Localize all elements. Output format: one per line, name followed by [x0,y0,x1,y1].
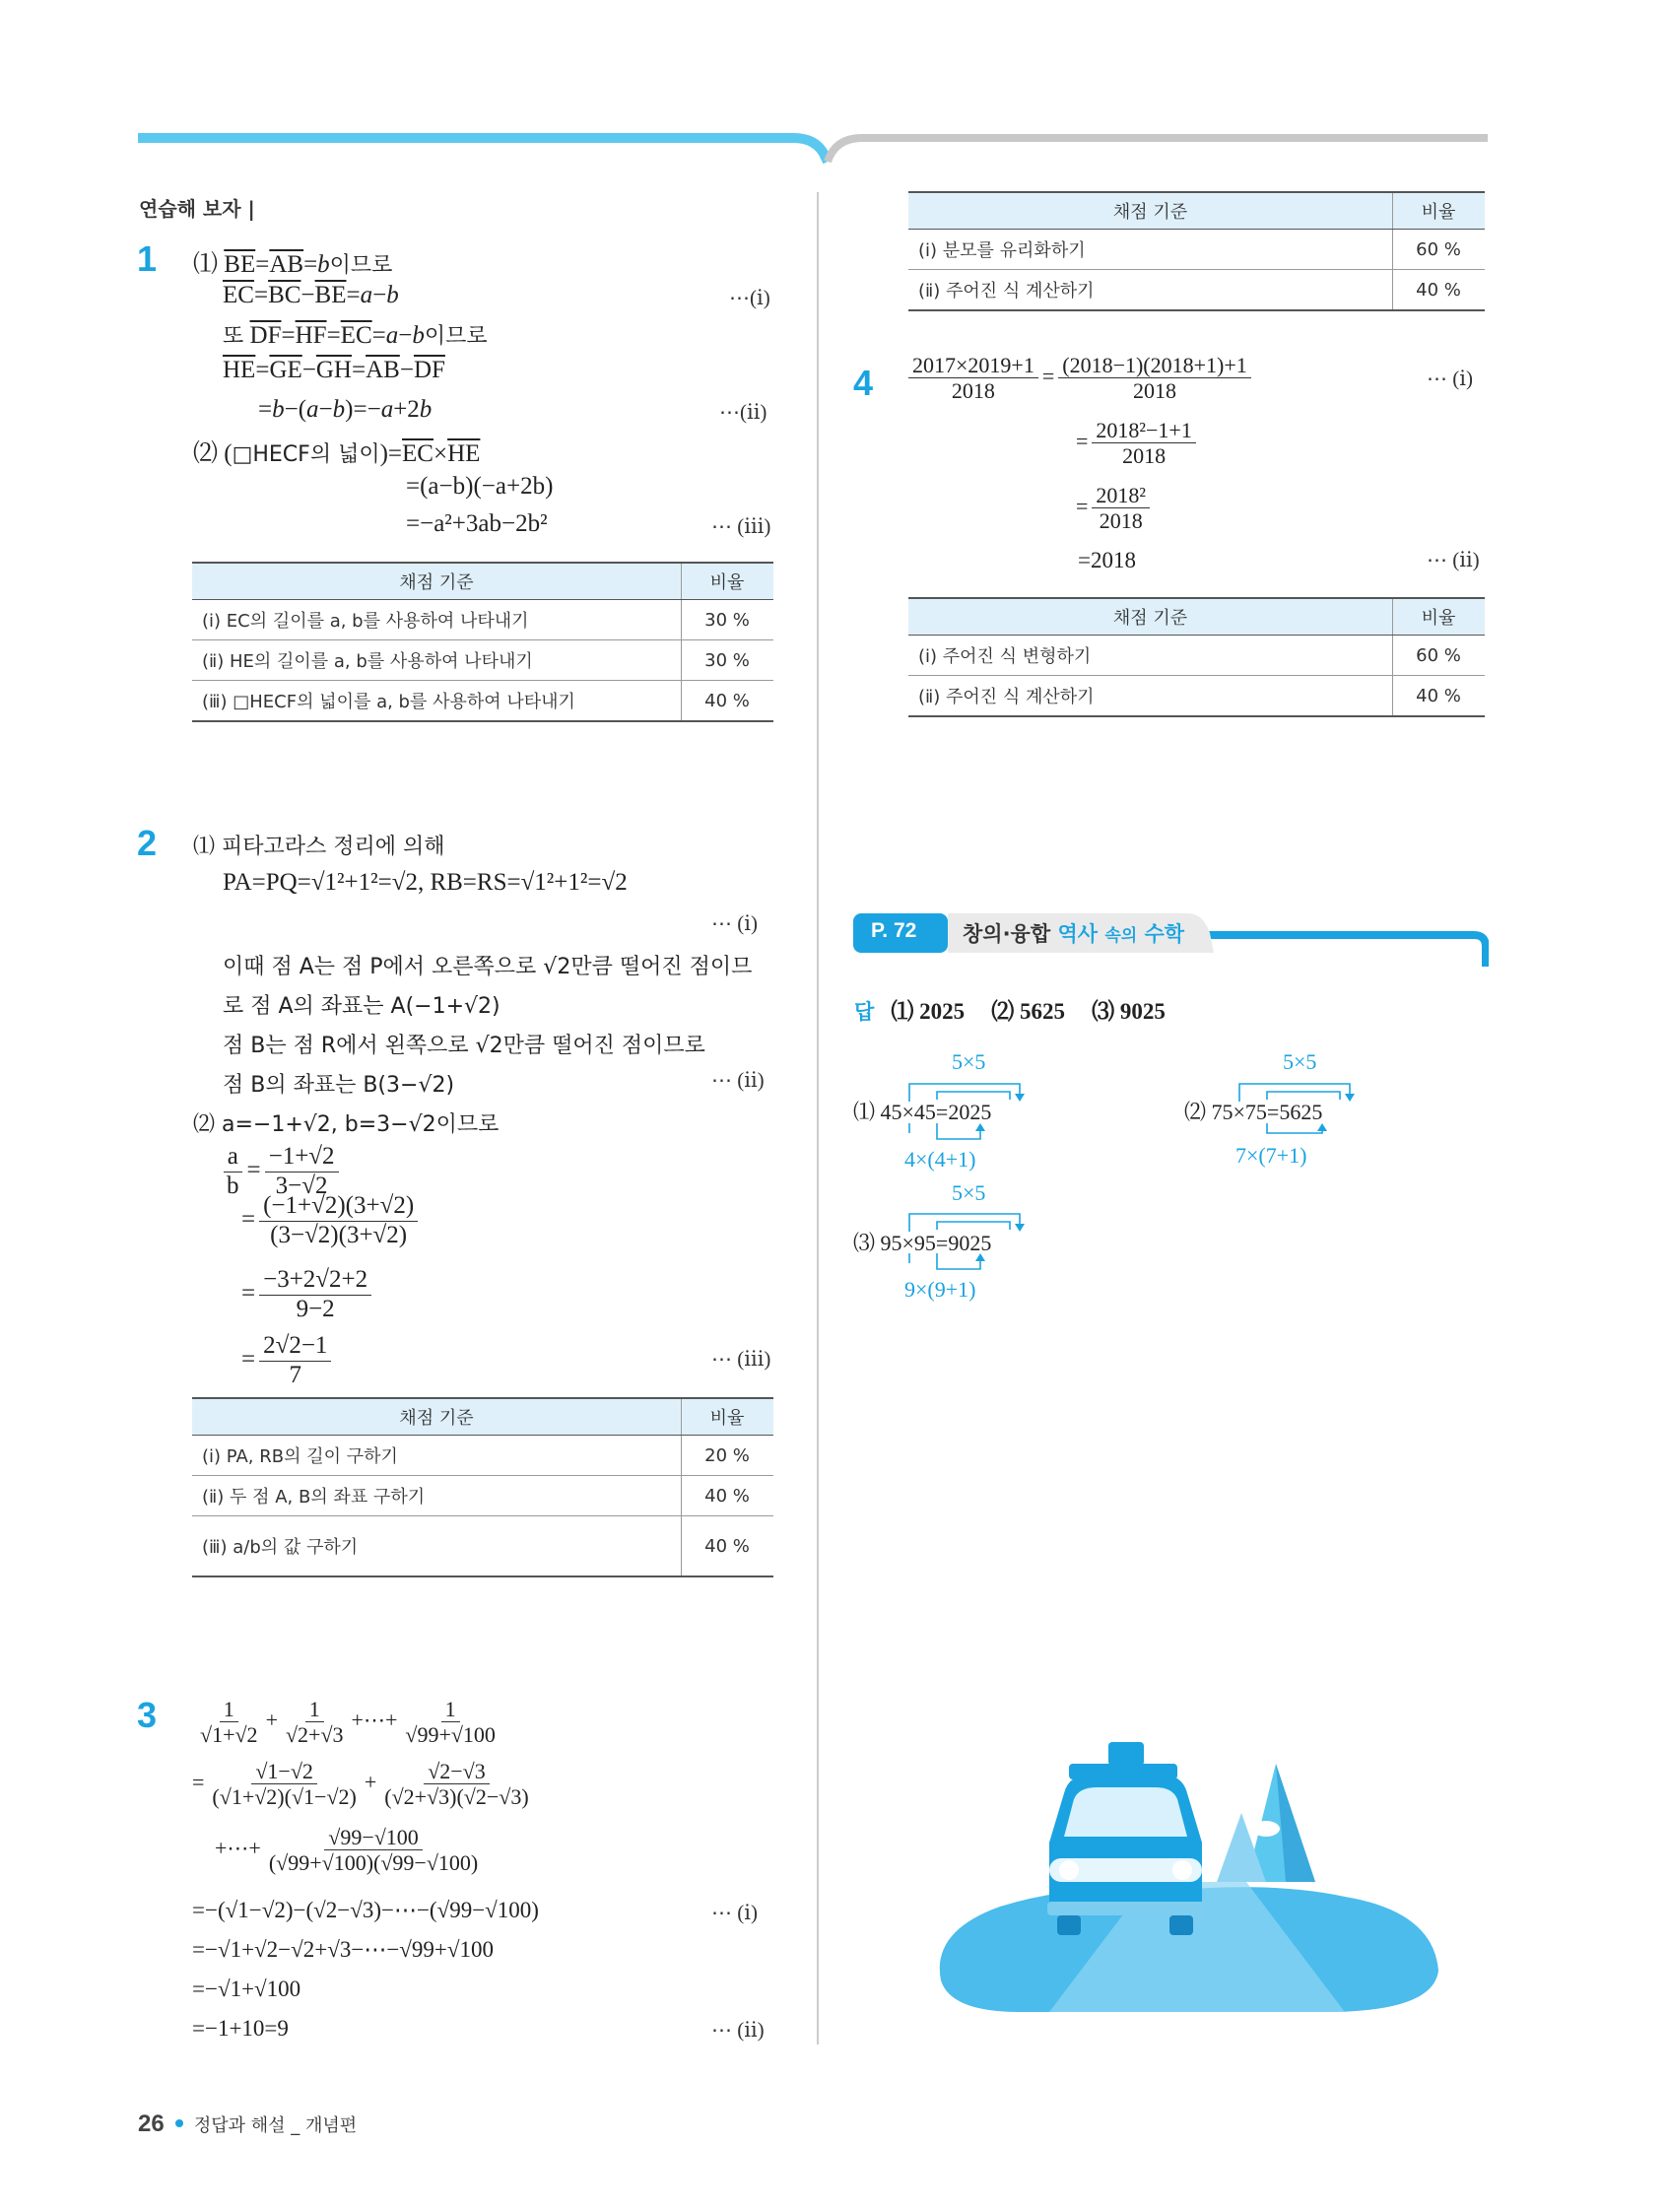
fraction-denominator: 9−2 [296,1295,335,1322]
diagram-bottom-label: 9×(9+1) [904,1277,976,1302]
criteria-item: (ⅱ) 주어진 식 계산하기 [908,270,1393,311]
diagram-bottom-label: 7×(7+1) [1235,1143,1307,1168]
criteria-item: (ⅱ) 두 점 A, B의 좌표 구하기 [192,1476,682,1516]
answer-item: ⑴ 2025 [891,999,966,1024]
fraction-numerator: −1+√2 [265,1143,339,1173]
answer-item: ⑵ 5625 [991,999,1065,1024]
score-mark: ⋯ (ⅰ) [1427,367,1473,390]
diagram-top-label: 5×5 [1283,1049,1317,1074]
q4-line: $\frac{2017\times 2019+1}{2018}$ = $\frac{(2018-1)(2018+1)+1}{2018}$ [904,353,1255,404]
criteria-header: 채점 기준 [908,192,1393,230]
criteria-rate: 60 % [1393,636,1486,676]
q1-line: $\overline{HE}=\overline{GE}-\overline{GH}=\overline{AB}-\overline{DF}$ [223,357,445,383]
criteria-item: (ⅰ) 주어진 식 변형하기 [908,636,1393,676]
p72-category: 창의·융합 [963,922,1051,946]
criteria-table [908,191,1485,311]
q2-line: 로 점 A의 좌표는 A(−1+√2) [223,994,500,1019]
fraction-denominator: √99+√100 [405,1722,496,1748]
diagram-top-label: 5×5 [952,1049,986,1074]
fraction-numerator: 1 [305,1697,324,1722]
fraction-denominator: b [227,1172,239,1199]
fraction-numerator: (−1+√2)(3+√2) [259,1192,418,1222]
fraction-denominator: 2018 [951,378,995,404]
q2-frac-line: = $\frac{2√2-1}{7}$ [241,1332,335,1390]
fraction-denominator: 3−√2 [275,1172,328,1199]
criteria-item: (ⅲ) □HECF의 넓이를 a, b를 사용하여 나타내기 [192,681,682,722]
rate-header: 비율 [1393,192,1486,230]
footer [138,2111,357,2138]
fraction-denominator: (√1+√2)(√1−√2) [212,1784,357,1810]
q2-frac-line: = $\frac{-3+2√2+2}{9-2}$ [241,1266,375,1324]
fraction-numerator: √1−√2 [251,1759,317,1784]
criteria-header: 채점 기준 [192,1398,682,1436]
q1-line: 또 $\overline{DF}=\overline{HF}=\overline{EC}=a-b$이므로 [223,322,488,349]
score-mark: ⋯ (ⅱ) [1427,548,1480,571]
q1-line: ⑵ (□HECF의 넓이)$=\overline{EC}\times\overline{HE}$ [193,440,481,467]
question-number: 1 [137,238,158,279]
diagram-top-label: 5×5 [952,1180,986,1205]
q2-frac-line: $\frac{a}{b}$ = $\frac{-1+√2}{3-√2}$ [219,1143,343,1201]
q1-line: $\overline{EC}=\overline{BC}-\overline{BE}=a-b$ [223,282,399,308]
fraction-numerator: −3+2√2+2 [259,1266,371,1296]
diagram-expression: ⑴ 45×45=2025 [853,1100,992,1124]
fraction-denominator: √2+√3 [285,1722,344,1748]
p72-word: 속의 [1104,926,1138,946]
fraction-denominator: (3−√2)(3+√2) [270,1221,408,1248]
q2-line: 점 B의 좌표는 B(3−√2) [223,1073,455,1098]
score-mark: ⋯(ⅰ) [729,286,770,309]
fraction-denominator: (√99+√100)(√99−√100) [268,1850,479,1876]
fraction-numerator: 2018² [1092,483,1150,508]
rate-header: 비율 [682,563,774,600]
fraction-denominator: 2018 [1122,443,1167,469]
q4-result: =2018 [1078,548,1136,572]
score-mark: ⋯ (ⅱ) [711,1068,765,1092]
q3-line: =−√1+√2−√2+√3−⋯−√99+√100 [192,1937,495,1962]
fraction-numerator: 1 [220,1697,238,1722]
fraction-numerator: a [224,1143,242,1173]
q4-line: = $\frac{\text{2018²}}{2018}$ [1076,483,1154,534]
criteria-table [192,1397,773,1577]
p72-title [963,918,1184,948]
answer-label: 답 [854,1000,875,1024]
fraction-denominator: 2018 [1099,508,1143,534]
criteria-item: (ⅰ) 분모를 유리화하기 [908,230,1393,270]
score-mark: ⋯ (ⅲ) [711,514,771,538]
q1-line: =b−(a−b)=−a+2b [258,396,433,423]
fraction-numerator: (2018−1)(2018+1)+1 [1058,353,1251,378]
q3-line: =−(√1−√2)−(√2−√3)−⋯−(√99−√100) [192,1898,539,1922]
criteria-rate: 40 % [1393,676,1486,717]
criteria-rate: 40 % [1393,270,1486,311]
criteria-rate: 30 % [682,600,774,640]
criteria-item: (ⅲ) a/b의 값 구하기 [192,1516,682,1577]
criteria-rate: 40 % [682,1516,774,1577]
page-badge: P. 72 [871,919,917,942]
fraction-numerator: 1 [441,1697,460,1722]
fraction-denominator: 7 [289,1361,302,1388]
svg-text:+: + [1005,1865,1017,1881]
fraction-numerator: 2√2−1 [259,1332,331,1362]
diagram-expression: ⑵ 75×75=5625 [1184,1100,1323,1124]
q2-frac-line: = $\frac{(-1+√2)(3+√2)}{(3-√2)(3+√2)}$ [241,1192,422,1250]
criteria-item: (ⅱ) HE의 길이를 a, b를 사용하여 나타내기 [192,640,682,681]
car-illustration [921,1734,1453,2020]
q2-line: ⑴ 피타고라스 정리에 의해 [193,835,445,859]
answer-item: ⑶ 9025 [1092,999,1166,1024]
criteria-item: (ⅰ) PA, RB의 길이 구하기 [192,1436,682,1476]
rate-header: 비율 [682,1398,774,1436]
score-mark: ⋯(ⅱ) [719,400,767,424]
bullet-dot [175,2119,183,2127]
criteria-rate: 40 % [682,1476,774,1516]
fraction-numerator: 2018²−1+1 [1092,418,1195,443]
diagram-bottom-label: 4×(4+1) [904,1147,976,1172]
q3-line: = $\frac{√1-√2}{(√1+√2)(√1-√2)}$ + $\frac{√2-√3}{(√2+√3)(√2-√3)}$ [192,1759,537,1810]
score-mark: ⋯ (ⅲ) [711,1347,771,1371]
column-divider [817,192,819,2044]
fraction-numerator: √99−√100 [324,1825,423,1850]
section-title: 연습해 보자 | [139,197,255,221]
fraction-denominator: (√2+√3)(√2−√3) [384,1784,529,1810]
p72-word: 역사 [1057,922,1099,946]
criteria-header: 채점 기준 [192,563,682,600]
q1-line: ⑴ $\overline{BE}=\overline{AB}=b$이므로 [193,251,393,278]
criteria-item: (ⅱ) 주어진 식 계산하기 [908,676,1393,717]
fraction-numerator: 2017×2019+1 [908,353,1038,378]
q3-line: =−1+10=9 [192,2016,289,2041]
criteria-table [908,597,1485,717]
fraction-denominator: √1+√2 [200,1722,258,1748]
score-mark: ⋯ (ⅰ) [711,1901,758,1924]
answer-line [854,993,1166,1026]
q2-line: ⑵ a=−1+√2, b=3−√2이므로 [193,1112,500,1137]
q4-line: = $\frac{\text{2018²−1+1}}{2018}$ [1076,418,1200,469]
score-mark: ⋯ (ⅱ) [711,2018,765,2042]
dots: +⋯+ [351,1707,398,1732]
question-number: 3 [137,1695,158,1735]
q3-line: =−√1+√100 [192,1977,301,2001]
criteria-rate: 40 % [682,681,774,722]
q1-line: =−a²+3ab−2b² [406,510,548,537]
dots: +⋯+ [215,1835,261,1860]
q2-line: PA=PQ=√1²+1²=√2, RB=RS=√1²+1²=√2 [223,869,628,896]
criteria-rate: 20 % [682,1436,774,1476]
q2-line: 이때 점 A는 점 P에서 오른쪽으로 √2만큼 떨어진 점이므 [223,955,753,979]
criteria-table [192,562,773,722]
fraction-denominator: 2018 [1133,378,1177,404]
page-number: 26 [138,2111,165,2137]
score-mark: ⋯ (ⅰ) [711,911,758,935]
criteria-header: 채점 기준 [908,598,1393,636]
criteria-item: (ⅰ) EC의 길이를 a, b를 사용하여 나타내기 [192,600,682,640]
p72-word: 수학 [1144,922,1185,946]
q2-line: 점 B는 점 R에서 왼쪽으로 √2만큼 떨어진 점이므로 [223,1034,705,1058]
question-number: 4 [853,363,874,403]
q3-line: $\frac{1}{√1+√2}$ + $\frac{1}{√2+√3}$ +⋯+ $\frac{1}{√99+√100}$ [192,1697,503,1748]
q1-line: =(a−b)(−a+2b) [406,473,554,500]
fraction-numerator: √2−√3 [424,1759,490,1784]
criteria-rate: 60 % [1393,230,1486,270]
criteria-rate: 30 % [682,640,774,681]
footer-text: 정답과 해설 _ 개념편 [193,2115,358,2136]
header-band [138,130,1488,169]
q3-line [215,1825,486,1876]
svg-text:+ +: + + [1015,1850,1042,1866]
diagram-expression: ⑶ 95×95=9025 [853,1231,992,1255]
question-number: 2 [137,823,158,863]
rate-header: 비율 [1393,598,1486,636]
